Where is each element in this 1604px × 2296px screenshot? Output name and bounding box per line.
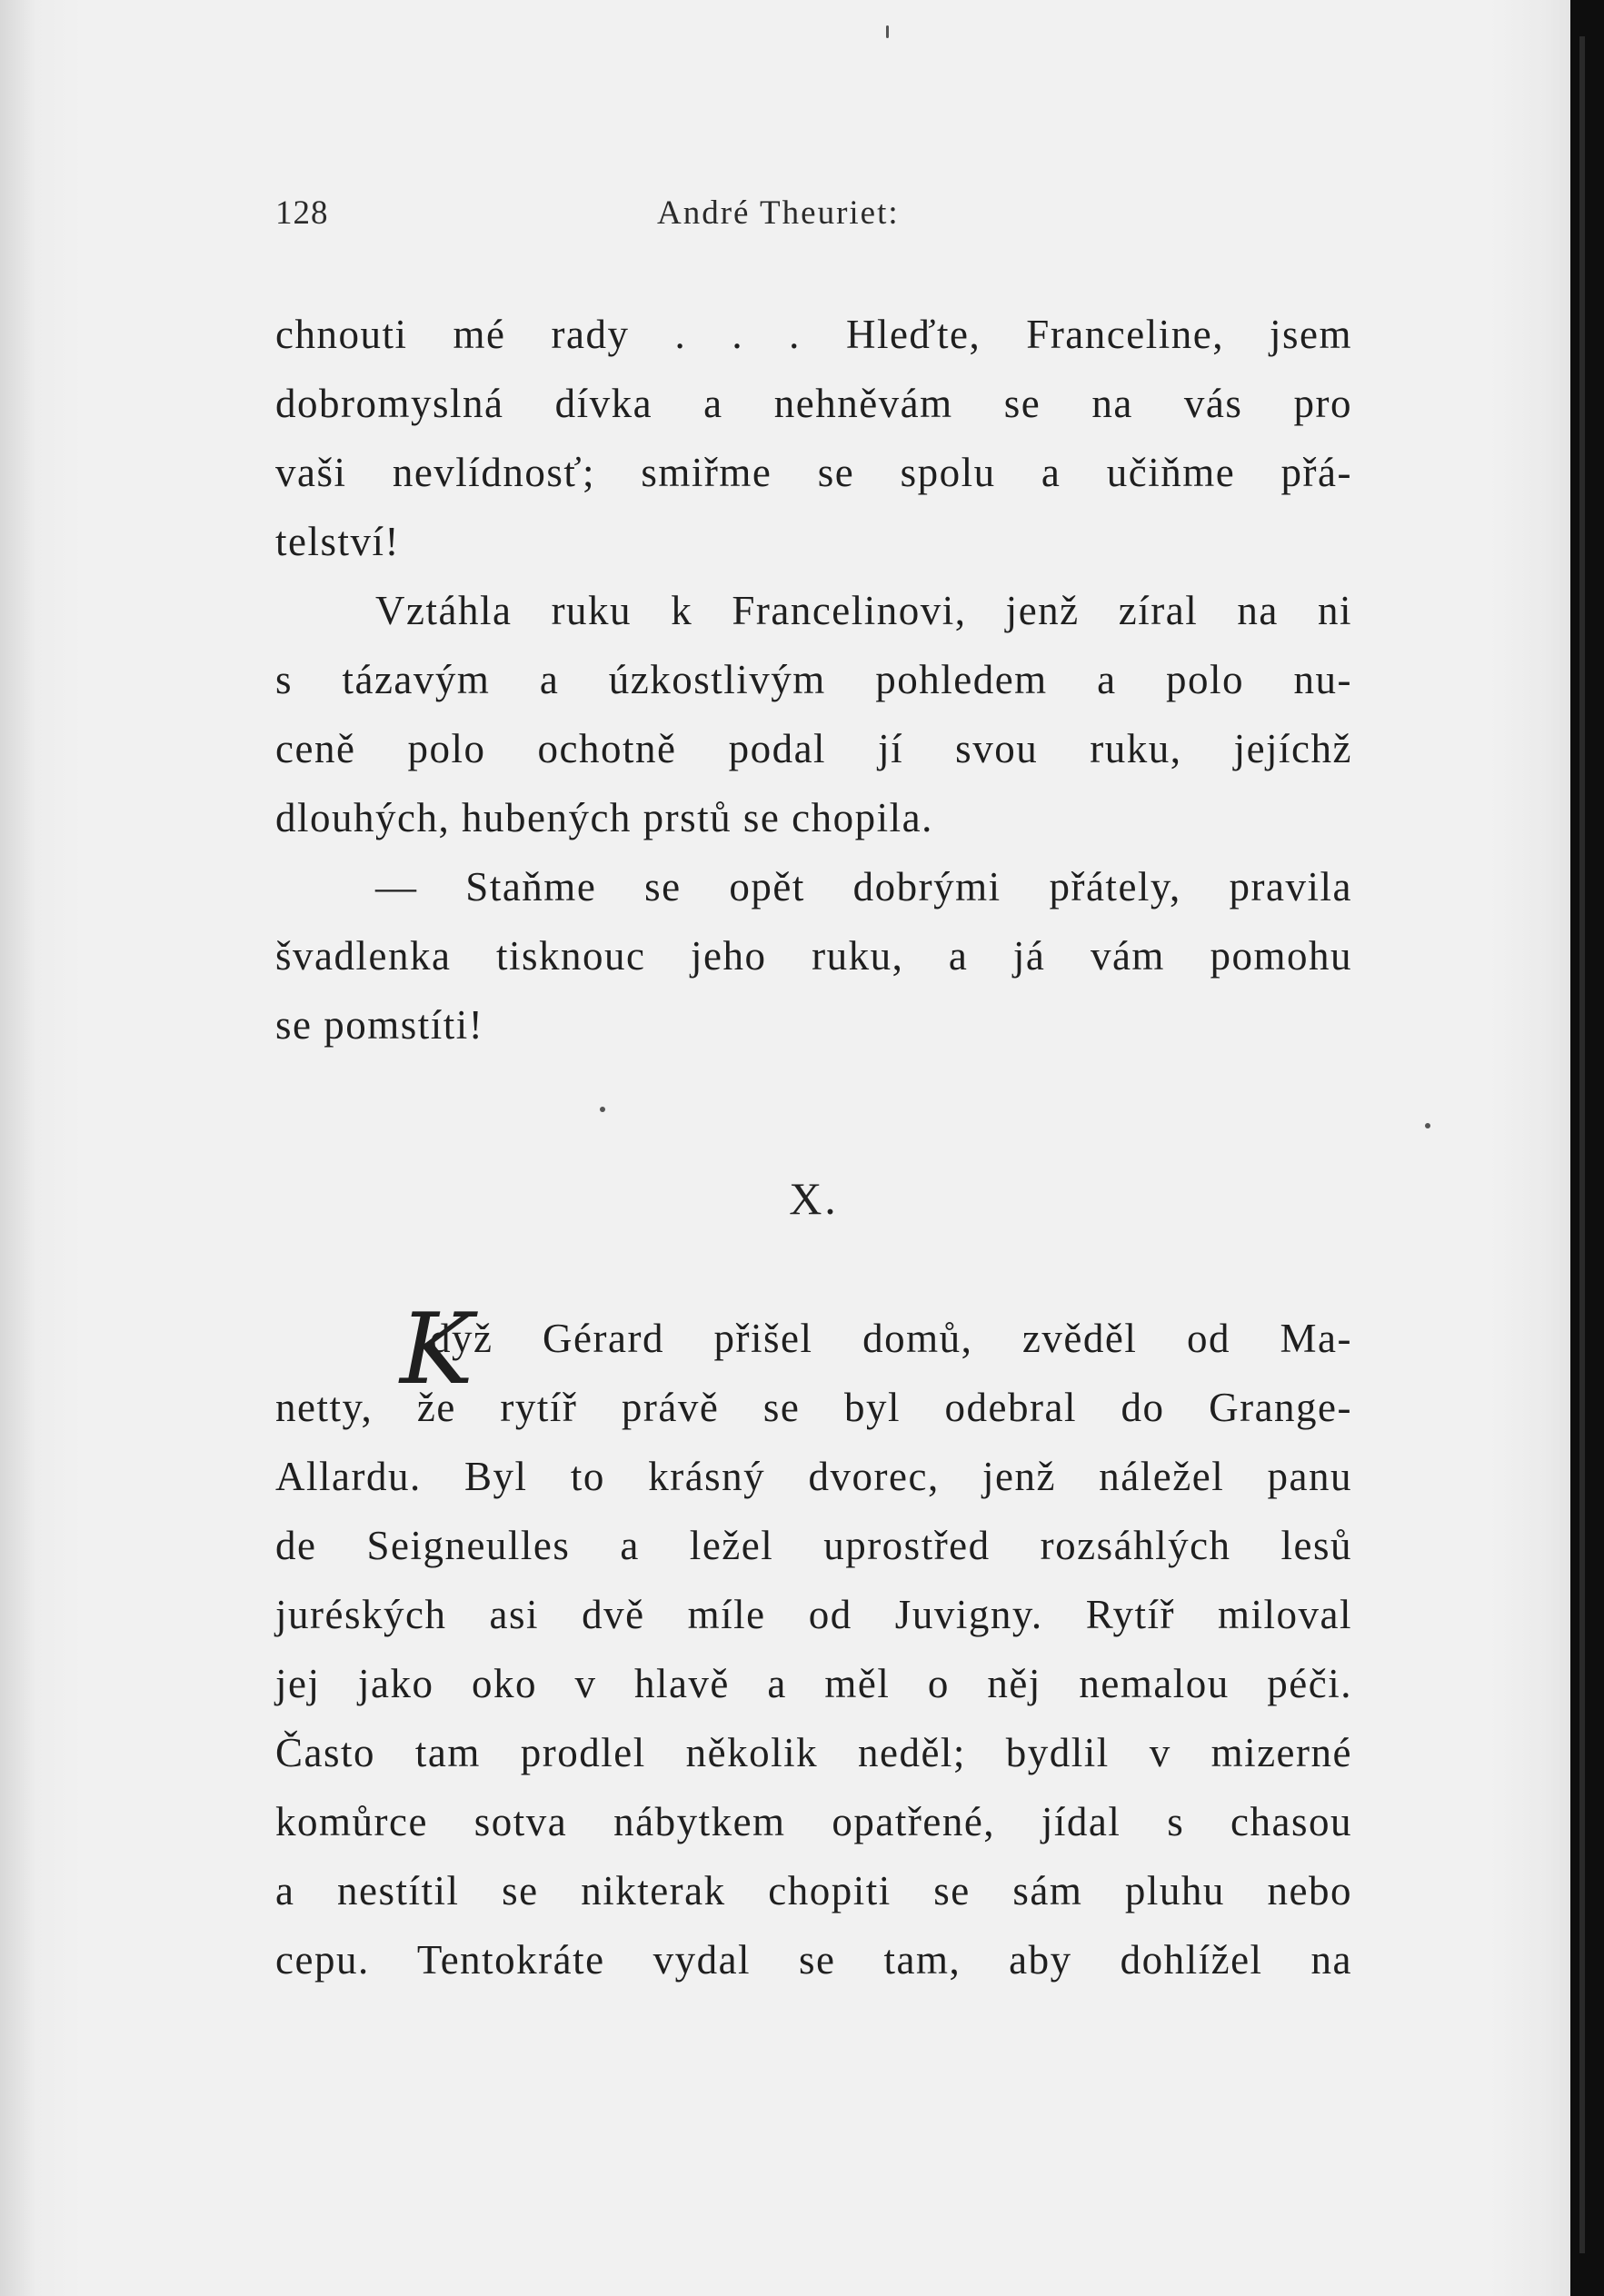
text-line: cepu. Tentokráte vydal se tam, aby dohlížel na	[275, 1937, 1352, 1983]
text-line: juréských asi dvě míle od Juvigny. Rytíř miloval	[275, 1592, 1352, 1637]
text-line: Vztáhla ruku k Francelinovi, jenž zíral na ni	[375, 588, 1352, 633]
text-line: dyž Gérard přišel domů, zvěděl od Ma-	[430, 1316, 1352, 1361]
paper-speck	[886, 25, 889, 38]
paper-speck	[1425, 1123, 1430, 1128]
running-title: André Theuriet:	[657, 194, 900, 232]
page-header	[275, 186, 1352, 241]
chapter-heading: X.	[789, 1173, 839, 1224]
page-number: 128	[275, 194, 329, 232]
text-line: švadlenka tisknouc jeho ruku, a já vám pomohu	[275, 933, 1352, 979]
text-line: telství!	[275, 519, 400, 564]
text-line: se pomstíti!	[275, 1002, 484, 1048]
text-block-2	[275, 1304, 1352, 1994]
text-line: vaši nevlídnosť; smiřme se spolu a učiňme přá-	[275, 450, 1352, 495]
text-line: netty, že rytíř právě se byl odebral do Grange-	[275, 1385, 1352, 1430]
page-binding-edge	[1570, 0, 1604, 2296]
text-line: Allardu. Byl to krásný dvorec, jenž náležel panu	[275, 1454, 1352, 1499]
drop-cap-letter: K	[400, 1293, 473, 1406]
text-line: dobromyslná dívka a nehněvám se na vás pro	[275, 381, 1352, 426]
text-line: de Seigneulles a ležel uprostřed rozsáhlých lesů	[275, 1523, 1352, 1568]
text-line: ceně polo ochotně podal jí svou ruku, jejíchž	[275, 726, 1352, 771]
text-line: s tázavým a úzkostlivým pohledem a polo nu-	[275, 657, 1352, 702]
text-line: Často tam prodlel několik neděl; bydlil v mizerné	[275, 1730, 1352, 1775]
paper-speck	[600, 1107, 605, 1112]
text-line: dlouhých, hubených prstů se chopila.	[275, 795, 933, 840]
text-line: chnouti mé rady . . . Hleďte, Franceline, jsem	[275, 312, 1352, 357]
text-line: — Staňme se opět dobrými přátely, pravila	[375, 864, 1352, 909]
text-line: jej jako oko v hlavě a měl o něj nemalou péči.	[275, 1661, 1352, 1706]
text-block-1	[275, 300, 1352, 1059]
text-line: a nestítil se nikterak chopiti se sám pluhu nebo	[275, 1868, 1352, 1913]
text-line: komůrce sotva nábytkem opatřené, jídal s chasou	[275, 1799, 1352, 1844]
page-edge-shadow	[1579, 36, 1585, 2253]
